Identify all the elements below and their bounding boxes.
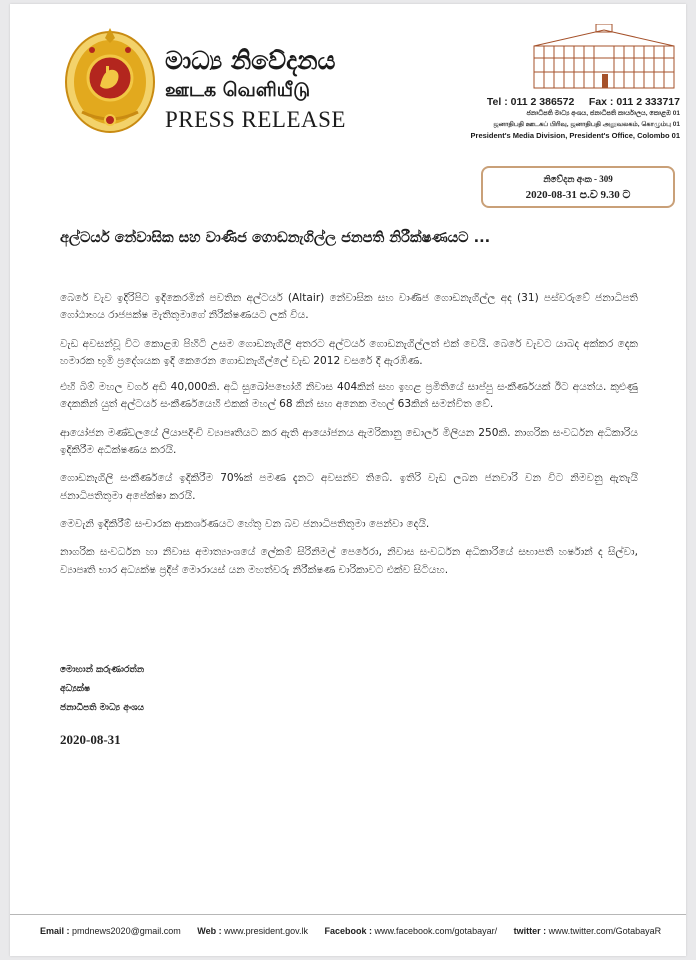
address-english: President's Media Division, President's Office, Colombo 01 [470, 131, 680, 140]
twitter-label: twitter : [513, 926, 547, 936]
press-release-page [10, 4, 686, 956]
footer-email [40, 926, 181, 936]
title-tamil: ஊடக வெளியீடு [165, 79, 311, 101]
reference-number: නිවේදන අංක - 309 [543, 174, 613, 184]
paragraph: එහි බිම් මහල වර්ග අඩි 40,000කි. අධි සුඛෝපභෝගී නිවාස 404කින් සහ ඉහළ ප්‍රමිතියේ සාප්පු සංකීර්ණයක් ඊට අයත්ය. කුළුණු දෙකකින් යුත් අල්ටයර් සංකීර්ණයෙහි එකක් මහල් 68 කින් සහ අනෙක මහල් 63කින් සමන්විත වේ. [60, 381, 638, 411]
fax-label: Fax [588, 96, 607, 108]
paragraph: මෙවැනි ඉදිකිරීම් සංචාරක ආකර්ශණයට හේතු වන බව ජනාධිපතිතුමා පෙන්වා දෙයි. [60, 517, 430, 530]
paragraph: නාගරික සංවර්ධන හා නිවාස අමාත්‍යාංශයේ ලේකම් සිරිනිමල් පෙරේරා, නිවාස සංවර්ධන අධිකාරියේ සභාපති හර්ෂාන් ද සිල්වා, ව්‍යාපෘති භාර අධ්‍යක්ෂ ප්‍රදීප් මොරායස් යන මහත්වරු නිරීක්ෂණ චාරිකාවට එක්ව සිටියහ. [60, 546, 638, 576]
facebook-label: Facebook : [324, 926, 372, 936]
signatory-division: ජනාධිපති මාධ්‍ය අංශය [60, 703, 145, 713]
tel-value: : 011 2 386572 [504, 96, 575, 108]
address-tamil: ஜனாதிபதி ஊடகப் பிரிவு, ஜனாதிபதி அலுவலகம், கொழும்பு 01 [493, 121, 680, 128]
title-sinhala: මාධ්‍ය නිවේදනය [165, 46, 336, 75]
headline: අල්ටයර් නේවාසික සහ වාණිජ ගොඩනැගිල්ල ජනපති නිරීක්ෂණයට ... [60, 230, 491, 246]
paragraph: බෙරේ වැව ඉදිරිපිට ඉදිකෙරමින් පවතින අල්ටයර් (Altair) නේවාසික සහ වාණිජ ගොඩනැගිල්ල අද (31) පස්වරුවේ ජනාධිපති ගෝඨාභය රාජපක්ෂ මැතිතුමාගේ නිරීක්ෂණයට ලක් විය. [60, 292, 638, 322]
email-link[interactable]: pmdnews2020@gmail.com [72, 926, 181, 936]
web-link[interactable]: www.president.gov.lk [224, 926, 308, 936]
title-english: PRESS RELEASE [165, 107, 346, 132]
phone-fax-line [448, 96, 680, 108]
release-date: 2020-08-31 [60, 732, 121, 747]
footer-facebook [324, 926, 497, 936]
contact-block [448, 96, 680, 142]
address-sinhala: ජනාධිපති මාධ්‍ය අංශය, ජනාධිපති කාර්යාලය, කොළඹ 01 [526, 110, 680, 117]
fax-value: : 011 2 333717 [609, 96, 680, 108]
signatory-position: අධ්‍යක්ෂ [60, 684, 91, 694]
footer-divider [10, 914, 686, 915]
reference-datetime: 2020-08-31 ප.ව 9.30 ට [525, 189, 631, 201]
sri-lanka-emblem-icon [62, 20, 158, 138]
twitter-link[interactable]: www.twitter.com/GotabayaR [548, 926, 662, 936]
reference-box [481, 166, 675, 208]
facebook-link[interactable]: www.facebook.com/gotabayar/ [374, 926, 498, 936]
signature-block [60, 661, 144, 749]
signatory-name: මොහාන් කරුණාරත්න [60, 665, 144, 675]
footer-web [197, 926, 308, 936]
paragraph: ආයෝජන මණ්ඩලයේ ලියාපදිංචි ව්‍යාපෘතියට කර ඇති ආයෝජනය ඇමරිකානු ඩොලර් මිලියන 250කි. නාගරික සංවර්ධන අධිකාරිය ඉදිකිරීම අධීක්ෂණය කරයි. [60, 426, 638, 457]
presidents-office-building-icon [530, 24, 678, 90]
tel-label: Tel [486, 96, 502, 108]
paragraph: ගොඩනැගිලි සංකීර්ණයේ ඉදිකිරීම 70%ක් පමණ දැනට අවසන්ව තිබේ. ඉතිරි වැඩ ලබන ජනවාරි වන විට නිමවනු ඇතැයි ජනාධිපතිතුමා අපේක්ෂා කරයි. [60, 472, 638, 502]
email-label: Email : [40, 926, 70, 936]
press-release-titles [165, 46, 346, 134]
paragraph: වැඩ අවසන්වූ විට කොළඹ පිහිටි උසම ගොඩනැගිලි අතරට අල්ටයර් ගොඩනැගිල්ලත් එක් වෙයි. බෙරේ වැවට යාබද අක්කර දෙක හමාරක භූමි ප්‍රදේශයක ඉදි කෙරෙන ගොඩනැගිල්ලේ වැඩ 2012 වසරේ දී ඇරඹිණ. [60, 337, 638, 367]
web-label: Web : [197, 926, 222, 936]
footer-twitter [514, 926, 662, 936]
footer [40, 926, 680, 936]
body-text [60, 290, 638, 590]
